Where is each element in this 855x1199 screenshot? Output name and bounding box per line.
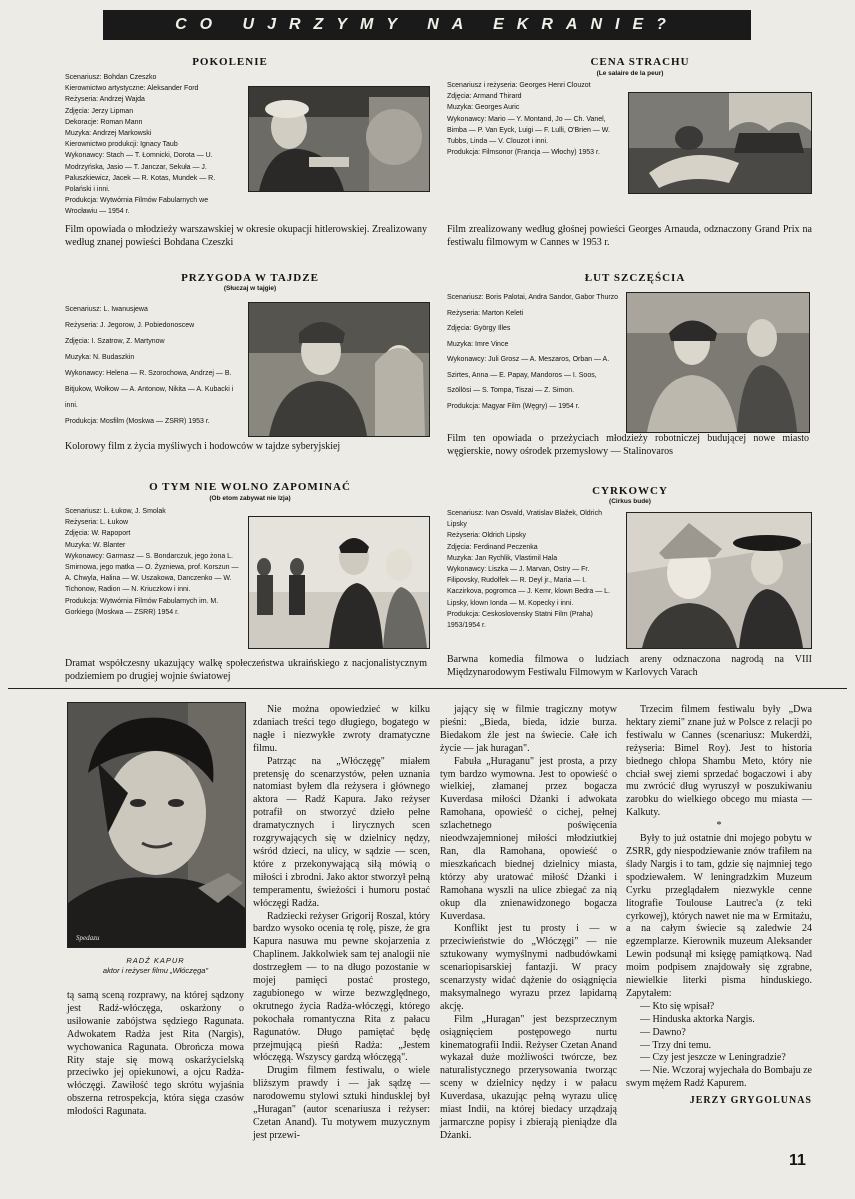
- credit-line: Wykonawcy: Garmasz — S. Bondarczuk, jego żona L. Smirnowa, jego matka — O. Żyzniewa, prof. Korszun — A. Chwyla, Halina — W. Uszakowa, Danczenko — W. Tichonow, Radion — N. Kriuczkow i inni.: [65, 552, 239, 594]
- page-number: 11: [789, 1152, 806, 1169]
- film-subtitle-cyrkowcy: (Cirkus bude): [609, 498, 651, 505]
- credit-line: Produkcja: Magyar Film (Węgry) — 1954 r.: [447, 402, 580, 410]
- film-title-otym: O TYM NIE WOLNO ZAPOMINAĆ: [149, 481, 351, 493]
- credit-line: Zdjęcia: Ferdinand Peczenka: [447, 543, 538, 551]
- dialogue-line: — Czy jest jeszcze w Leningradzie?: [640, 1052, 786, 1064]
- credits-cyrkowcy: [447, 508, 622, 658]
- credits-przygoda: [65, 302, 240, 432]
- credits-list: [447, 290, 622, 414]
- paragraph: Patrząc na „Włóczęgę" miałem pretensję do scenarzystów, pełen uznania natomiast byłem dla reżysera i głównego aktora — Radź Kapura. Jako reżyser potrafił on stworzyć dzieło pełne dramatycznych i lirycznych scen rozgrywających się w dzielnicy nędzy, wśród dzieci, na ulicy, w sądzie — scen, które z przekonywającą siłą mówią o miłości i zbrodni. Jako aktor stworzył pełną temperamentu, świeżości i humoru postać włóczęgi Radża.: [253, 755, 430, 909]
- credit-line: Muzyka: Andrzej Markowski: [65, 130, 152, 138]
- photo-credit: Spedazu: [76, 934, 100, 942]
- section-break: *: [716, 820, 722, 832]
- dialogue-line: — Kto się wpisał?: [640, 1000, 715, 1012]
- dialogue-line: — Hinduska aktorka Nargis.: [640, 1013, 755, 1025]
- film-subtitle-otym: (Ob etom zabywat nie lzja): [209, 495, 291, 502]
- credit-line: Produkcja: Filmsonor (Francja — Włochy) 1953 r.: [447, 149, 600, 157]
- paragraph: jający się w filmie tragiczny motyw pieśni: „Bieda, bieda, idzie burza. Biedakom źle jest na świecie. Całe ich życie — jak huragan".: [440, 704, 617, 754]
- credit-line: Wykonawcy: Liszka — J. Marvan, Ostry — Fr. Filipovsky, Rudolfek — R. Deyl jr., Maria — I. Kaczirkova, pogromca — J. Kemr, klown Bedra — L. Lipsky, klown Ionda — M. Kopecky i inni.: [447, 566, 611, 607]
- credit-line: Scenariusz: L. Łukow, J. Smolak: [65, 508, 166, 515]
- dialogue-line: — Trzy dni temu.: [640, 1039, 712, 1051]
- paragraph: Film „Huragan" jest bezsprzecznym osiągnięciem postępowego nurtu kinematografii Indii. Reżyser Czetan Anand wykazał duże możliwości twórcze, bez naturalistycznego przerysowania tworząc sceny w dzielnicy nędzy i w pałacu Kuverdasa, ukazując pełną wyrazu ulicę miast Indii, na której biedacy urządzają jarmarczne popisy i zbierają pieniądze dla Dżanki.: [440, 1013, 617, 1141]
- credit-line: Scenariusz: Ivan Osvald, Vratislav Blažek, Oldrich Lipsky: [447, 510, 602, 529]
- credit-line: Wykonawcy: Helena — R. Szorochowa, Andrzej — B. Bitjukow, Wołkow — A. Antonow, Nikita — A. Kubacki i inni.: [65, 370, 234, 409]
- desc-pokolenie: Film opowiada o młodzieży warszawskiej w okresie okupacji hitlerowskiej. Zrealizowany według znanej powieści Bohdana Czeszki: [65, 224, 427, 248]
- paragraph: tą samą sceną rozprawy, na której sądzony jest Radź-włóczęga, oskarżony o usiłowanie zabójstwa sędziego Ragunata. Adwokatem Radża jest Rita (Nargis), wychowanica Ragunata. Obrończa mowa Rity staje się mową oskarżycielską przeciwko jej opiekunowi, a ojcu Radża-włóczęgi. Zawiłość tego skrótu wyjaśnia obszerna retrospekcja, która sięga czasów młodości Ragunata.: [67, 990, 244, 1118]
- portrait-radz-kapur: [67, 702, 246, 948]
- credits-pokolenie: [65, 72, 240, 224]
- desc-lut: Film ten opowiada o przeżyciach młodzieży robotniczej budującej nowe miasto węgierskie, nowy ośrodek przemysłowy — Stalinovaros: [447, 433, 809, 457]
- credit-line: Reżyseria: Oldrich Lipsky: [447, 532, 526, 540]
- credit-line: Zdjęcia: W. Rapoport: [65, 530, 131, 538]
- article-column-1: [67, 990, 244, 1119]
- credit-line: Reżyseria: L. Łukow: [65, 519, 129, 527]
- still-cyrkowcy: [626, 512, 812, 649]
- still-przygoda: [248, 302, 430, 437]
- credit-line: Zdjęcia: György Illes: [447, 325, 511, 332]
- desc-przygoda: Kolorowy film z życia myśliwych i hodowców w tajdze syberyjskiej: [65, 441, 341, 452]
- credit-line: Wykonawcy: Stach — T. Łomnicki, Dorota — U. Modrzyńska, Jasio — T. Janczar, Sekuła — J. Paluszkiewicz, Jacek — R. Kotas, Mundek — R. Polański i inni.: [65, 152, 216, 194]
- credits-list: [65, 506, 243, 618]
- credits-list: [447, 80, 619, 158]
- credit-line: Kierownictwo artystyczne: Aleksander Ford: [65, 85, 199, 93]
- credit-line: Produkcja: Wytwórnia Filmów Fabularnych we Wrocławiu — 1954 r.: [65, 197, 209, 216]
- caption-role: aktor i reżyser filmu „Włóczęga": [102, 966, 209, 975]
- paragraph: Konflikt jest tu prosty i — w przeciwieństwie do „Włóczęgi" — nie sztukowany wymyślnymi nadbudówkami scenariopisarskiej fantazji. W pracy scenarzysty widać dążenie do osiągnięcia maksymalnego wyrazu przez lapidarną akcję.: [440, 923, 617, 1012]
- caption-name: RADŹ KAPUR: [126, 956, 185, 965]
- film-title-cena-strachu: CENA STRACHU: [590, 56, 690, 68]
- credit-line: Reżyseria: J. Jegorow, J. Pobiedonoscew: [65, 322, 195, 329]
- credit-line: Kierownictwo produkcji: Ignacy Taub: [65, 141, 178, 149]
- desc-cyrkowcy: Barwna komedia filmowa o ludziach areny odznaczona nagrodą na VIII Międzynarodowym Festiwalu Filmowym w Karlovych Varach: [447, 654, 812, 678]
- article-column-2: [253, 704, 430, 1143]
- section-divider: [8, 688, 847, 689]
- dialogue-line: — Nie. Wczoraj wyjechała do Bombaju ze swym mężem Radź Kapurem.: [626, 1065, 812, 1090]
- credit-line: Muzyka: Georges Auric: [447, 104, 520, 112]
- credit-line: Muzyka: N. Budaszkin: [65, 354, 135, 361]
- credit-line: Produkcja: Mosfilm (Moskwa — ZSRR) 1953 r.: [65, 418, 210, 425]
- portrait-caption: [67, 956, 244, 976]
- film-subtitle-cena-strachu: (Le salaire de la peur): [596, 70, 664, 77]
- paragraph: Były to już ostatnie dni mojego pobytu w ZSRR, gdy niespodziewanie znów trafiłem na ślady Nargis i to tam, gdzie się najmniej tego spodziewałem. W leningradzkim Muzeum Cyrku przeglądałem niezwykle cenne litografie Toulouse Lautrec'a (z teki cyrkowej), których nawet nie ma w Ermitażu, a na całym świecie są zaledwie 24 egzemplarze. Kierownik muzeum Aleksander Lewin podsunął mi księgę pamiątkową. Nad moim podpisem znajdowały się zgrabne, niewielkie literki pisma hinduskiego. Zapytałem:: [626, 833, 812, 999]
- credit-line: Muzyka: W. Blanter: [65, 541, 126, 549]
- credit-line: Zdjęcia: Armand Thirard: [447, 93, 522, 101]
- film-title-pokolenie: POKOLENIE: [192, 56, 268, 68]
- credit-line: Dekoracje: Roman Mann: [65, 118, 143, 126]
- article-column-3: [440, 704, 617, 1143]
- credit-line: Scenariusz i reżyseria: Georges Henri Clouzot: [447, 82, 591, 89]
- dialogue-line: — Dawno?: [640, 1026, 686, 1038]
- credits-list: [447, 508, 622, 631]
- paragraph: Nie można opowiedzieć w kilku zdaniach treści tego długiego, bogatego w nagłe i niezwykłe zwroty dramatyczne filmu.: [253, 704, 430, 754]
- credit-line: Produkcja: Wytwórnia Filmów Fabularnych im. M. Gorkiego (Moskwa — ZSRR) 1954 r.: [65, 597, 219, 616]
- credit-line: Scenariusz: Bohdan Czeszko: [65, 74, 157, 81]
- credits-otym: [65, 506, 243, 656]
- still-pokolenie: [248, 86, 430, 192]
- film-title-cyrkowcy: CYRKOWCY: [592, 485, 668, 497]
- credit-line: Zdjęcia: Jerzy Lipman: [65, 107, 134, 115]
- credit-line: Wykonawcy: Mario — Y. Montand, Jo — Ch. Vanel, Bimba — P. Van Eyck, Luigi — F. Lulli, O'Brien — W. Tubbs, Linda — V. Clouzot i inni.: [447, 115, 610, 146]
- article-column-4: [626, 704, 812, 1108]
- section-banner: CO UJRZYMY NA EKRANIE?: [103, 10, 751, 40]
- credits-lut: [447, 290, 622, 430]
- credit-line: Zdjęcia: I. Szatrow, Z. Martynow: [65, 338, 165, 345]
- film-subtitle-przygoda: (Słuczaj w tajgie): [223, 285, 277, 292]
- paragraph: Trzecim filmem festiwalu były „Dwa hektary ziemi" znane już w Polsce z relacji po festiwalu w Cannes (scenariusz: Mukerdżi, reżyseria: Bimel Roy). Jest to historia biednego chłopa Shambu Meto, który nie chciał swej ziemi sprzedać bogaczowi i aby mu zwrócić dług wyruszył w poszukiwaniu zarobku do wielkiego obcego mu miasta — Kalkuty.: [626, 704, 812, 819]
- credit-line: Muzyka: Jan Rychlik, Vlastimil Hala: [447, 554, 558, 562]
- film-title-lut: ŁUT SZCZĘŚCIA: [584, 272, 686, 284]
- credits-list: [65, 72, 240, 218]
- paragraph: Radziecki reżyser Grigorij Roszal, który bardzo wysoko ocenia tę rolę, pisze, że gra Kapura nasuwa mu pewne skojarzenia z Chaplinem. Jakkolwiek sam tej analogii nie dostrzegłem — to na długo pozostanie w mojej pamięci postać prostego, zagubionego w wirze bezwzględnego, okrutnego życia Radża-włóczęgi, którego pokochała romantyczna Rita z pałacu Ragunatów. Długo pamiętać będę przejmującą pieśń Radża: „Jestem włóczęgą. Wszyscy gardzą włóczęgą".: [253, 910, 430, 1064]
- credit-line: Reżyseria: Andrzej Wajda: [65, 96, 145, 104]
- desc-cena-strachu: Film zrealizowany według głośnej powieści Georges Arnauda, odznaczony Grand Prix na festiwalu filmowym w Cannes w 1953 r.: [447, 224, 812, 248]
- author-signature: JERZY GRYGOLUNAS: [689, 1095, 812, 1107]
- still-lut: [626, 292, 810, 433]
- desc-otym: Dramat współczesny ukazujący walkę społeczeństwa ukraińskiego z nacjonalistycznym podziemiem po drugiej wojnie światowej: [65, 658, 427, 682]
- still-otym: [248, 516, 430, 649]
- paragraph: Fabuła „Huraganu" jest prosta, a przy tym bardzo wymowna. Jest to opowieść o wielkiej, złamanej przez bogacza Kuverdasa miłości Dżanki i adwokata Ramohana, opowieść o cichej, pełnej szlachetnego poświęcenia nieodwzajemnionej miłości młodziutkiej Ran, dla Ramohana, opowieść o mieszkańcach biednej dzielnicy miasta, którzy aby uratować miłość Dżanki i Ramohana wyszli na ulice zbiegać za nią okup dla znienawidzonego bogacza Kuverdasa.: [440, 755, 617, 922]
- credit-line: Reżyseria: Marton Keleti: [447, 309, 524, 317]
- paragraph: Drugim filmem festiwalu, o wiele bliższym prawdy i — jak sądzę — narodowemu stylowi sztuki hindusklej był „Huragan" (autor scenariusza i reżyser: Czetan Anand). Tu motywem muzycznym jest przewi-: [253, 1065, 430, 1141]
- credit-line: Scenariusz: L. Iwanusjewa: [65, 306, 148, 313]
- credits-cena-strachu: [447, 80, 619, 224]
- credit-line: Muzyka: Imre Vince: [447, 340, 509, 348]
- credits-list: [65, 302, 240, 430]
- credit-line: Scenariusz: Boris Palotai, Andra Sandor, Gabor Thurzo: [447, 294, 619, 301]
- credit-line: Produkcja: Ceskoslovensky Statni Film (Praha) 1953/1954 r.: [447, 610, 593, 630]
- credit-line: Wykonawcy: Juli Grosz — A. Meszaros, Orban — A. Szirtes, Anna — E. Papay, Mandoros — I. Soos, Szöllösi — S. Tompa, Tiszai — Z. Simon.: [447, 356, 610, 394]
- still-cena-strachu: [628, 92, 812, 194]
- film-title-przygoda: PRZYGODA W TAJDZE: [181, 272, 319, 284]
